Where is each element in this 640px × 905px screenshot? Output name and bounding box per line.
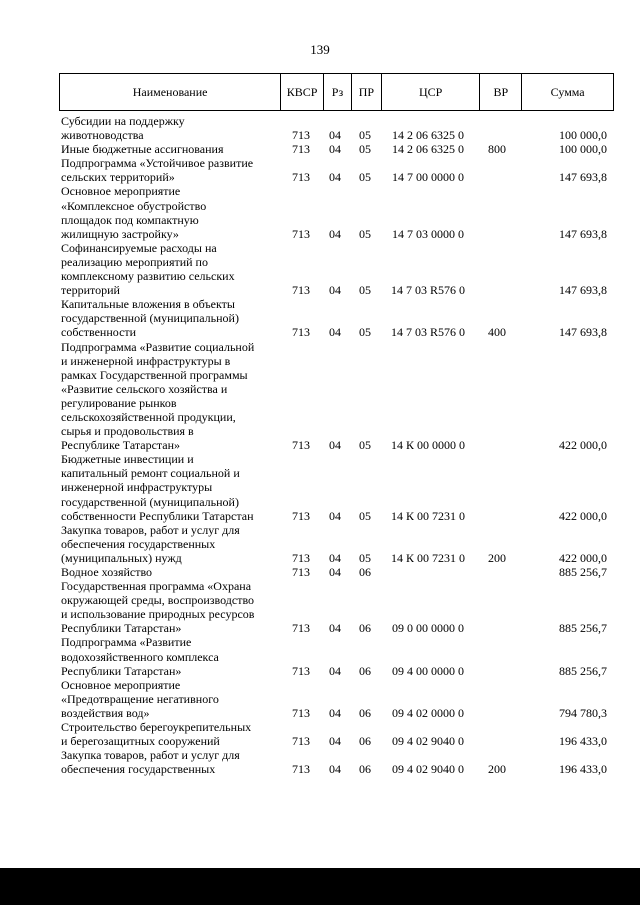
row-sum: 100 000,0 <box>559 128 607 143</box>
row-csr: 14 2 06 6325 0 <box>392 142 464 157</box>
row-kvsr: 713 <box>292 508 310 523</box>
row-pr: 05 <box>359 283 371 298</box>
row-sum: 100 000,0 <box>559 142 607 157</box>
row-kvsr: 713 <box>292 170 310 185</box>
row-rz: 04 <box>329 508 341 523</box>
row-csr: 09 4 02 9040 0 <box>392 734 464 749</box>
header-csr: ЦСР <box>382 74 481 110</box>
row-rz: 04 <box>329 325 341 340</box>
row-rz: 04 <box>329 705 341 720</box>
header-kvsr: КВСР <box>281 74 324 110</box>
row-pr: 06 <box>359 663 371 678</box>
row-name: Водное хозяйство <box>61 565 153 579</box>
row-rz: 04 <box>329 283 341 298</box>
row-csr: 09 4 00 0000 0 <box>392 663 464 678</box>
row-csr: 14 К 00 0000 0 <box>390 438 465 453</box>
header-pr: ПР <box>352 74 382 110</box>
header-rz: Рз <box>324 74 352 110</box>
row-name: Бюджетные инвестиции и капитальный ремонт социальной и инженерной инфраструктуры государственной (муниципальной) собственности Республики Татарстан <box>61 452 254 523</box>
row-sum: 147 693,8 <box>559 226 607 241</box>
table-row <box>59 452 619 522</box>
row-sum: 422 000,0 <box>559 438 607 453</box>
row-sum: 885 256,7 <box>559 565 607 579</box>
table-header <box>59 73 614 111</box>
row-rz: 04 <box>329 128 341 143</box>
row-kvsr: 713 <box>292 762 310 777</box>
row-kvsr: 713 <box>292 438 310 453</box>
row-kvsr: 713 <box>292 663 310 678</box>
row-pr: 05 <box>359 508 371 523</box>
row-pr: 05 <box>359 325 371 340</box>
row-csr: 14 7 03 0000 0 <box>392 226 464 241</box>
row-kvsr: 713 <box>292 734 310 749</box>
row-name: Строительство берегоукрепительных и берегозащитных сооружений <box>61 720 252 749</box>
row-rz: 04 <box>329 142 341 157</box>
row-rz: 04 <box>329 621 341 636</box>
row-pr: 06 <box>359 621 371 636</box>
row-pr: 05 <box>359 142 371 157</box>
row-kvsr: 713 <box>292 128 310 143</box>
row-rz: 04 <box>329 226 341 241</box>
row-sum: 422 000,0 <box>559 508 607 523</box>
row-name: Закупка товаров, работ и услуг для обеспечения государственных (муниципальных) нужд <box>61 522 240 565</box>
row-rz: 04 <box>329 550 341 565</box>
row-rz: 04 <box>329 762 341 777</box>
row-rz: 04 <box>329 170 341 185</box>
row-csr: 14 7 03 R576 0 <box>390 325 465 340</box>
row-pr: 06 <box>359 762 371 777</box>
row-pr: 06 <box>359 705 371 720</box>
table-row <box>59 579 619 635</box>
row-pr: 05 <box>359 550 371 565</box>
row-kvsr: 713 <box>292 550 310 565</box>
table-row <box>59 241 619 297</box>
row-sum: 147 693,8 <box>559 170 607 185</box>
row-kvsr: 713 <box>292 226 310 241</box>
row-rz: 04 <box>329 565 341 579</box>
row-name: Подпрограмма «Устойчивое развитие сельских территорий» <box>61 156 254 185</box>
table-row <box>59 523 619 565</box>
row-pr: 06 <box>359 734 371 749</box>
table-row <box>59 114 619 142</box>
row-vr: 800 <box>488 142 506 157</box>
table-row <box>59 184 619 240</box>
row-rz: 04 <box>329 734 341 749</box>
row-csr: 14 К 00 7231 0 <box>390 550 465 565</box>
row-sum: 422 000,0 <box>559 550 607 565</box>
table-row <box>59 678 619 720</box>
row-csr: 09 0 00 0000 0 <box>392 621 464 636</box>
row-name: Основное мероприятие «Комплексное обустройство площадок под компактную жилищную застройку» <box>61 184 207 241</box>
row-name: Софинансируемые расходы на реализацию мероприятий по комплексному развитию сельских территорий <box>61 240 235 298</box>
row-kvsr: 713 <box>292 621 310 636</box>
table-row <box>59 340 619 453</box>
row-pr: 06 <box>359 565 371 579</box>
row-name: Основное мероприятие «Предотвращение негативного воздействия вод» <box>61 677 219 720</box>
row-csr: 09 4 02 9040 0 <box>392 762 464 777</box>
row-kvsr: 713 <box>292 142 310 157</box>
row-sum: 885 256,7 <box>559 621 607 636</box>
row-name: Иные бюджетные ассигнования <box>61 142 224 157</box>
row-name: Государственная программа «Охрана окружающей среды, воспроизводство и использование природных ресурсов Республики Татарстан» <box>61 579 255 636</box>
row-pr: 05 <box>359 438 371 453</box>
row-name: Подпрограмма «Развитие социальной и инженерной инфраструктуры в рамках Государственной программы «Развитие сельского хозяйства и регулирование рынков сельскохозяйственной продукции, сырья и продовольствия в Республике Татарстан» <box>61 339 255 453</box>
row-sum: 196 433,0 <box>559 762 607 777</box>
row-sum: 794 780,3 <box>559 705 607 720</box>
row-vr: 400 <box>488 325 506 340</box>
row-kvsr: 713 <box>292 705 310 720</box>
row-vr: 200 <box>488 762 506 777</box>
row-kvsr: 713 <box>292 325 310 340</box>
header-sum: Сумма <box>550 84 585 99</box>
table-body <box>59 114 619 776</box>
row-sum: 147 693,8 <box>559 283 607 298</box>
row-pr: 05 <box>359 128 371 143</box>
table-row <box>59 565 619 579</box>
table-row <box>59 156 619 184</box>
row-vr: 200 <box>488 550 506 565</box>
header-name: Наименование <box>60 74 281 110</box>
row-pr: 05 <box>359 226 371 241</box>
row-pr: 05 <box>359 170 371 185</box>
table-row <box>59 142 619 156</box>
page-number: 139 <box>310 42 330 57</box>
row-csr: 09 4 02 0000 0 <box>392 705 464 720</box>
row-name: Капитальные вложения в объекты государственной (муниципальной) собственности <box>61 297 239 340</box>
row-name: Подпрограмма «Развитие водохозяйственного комплекса Республики Татарстан» <box>61 635 219 678</box>
row-csr: 14 К 00 7231 0 <box>390 508 465 523</box>
table-row <box>59 635 619 677</box>
scan-bottom-border <box>0 868 640 905</box>
row-csr: 14 7 00 0000 0 <box>392 170 464 185</box>
row-name: Закупка товаров, работ и услуг для обеспечения государственных <box>61 748 240 777</box>
row-csr: 14 7 03 R576 0 <box>390 283 465 298</box>
row-name: Субсидии на поддержку животноводства <box>61 114 185 143</box>
header-vr: ВР <box>480 74 522 110</box>
row-kvsr: 713 <box>292 565 310 579</box>
row-csr: 14 2 06 6325 0 <box>392 128 464 143</box>
row-kvsr: 713 <box>292 283 310 298</box>
row-sum: 147 693,8 <box>559 325 607 340</box>
row-rz: 04 <box>329 438 341 453</box>
row-rz: 04 <box>329 663 341 678</box>
row-sum: 885 256,7 <box>559 663 607 678</box>
table-row <box>59 720 619 748</box>
row-sum: 196 433,0 <box>559 734 607 749</box>
table-row <box>59 748 619 776</box>
table-row <box>59 297 619 339</box>
